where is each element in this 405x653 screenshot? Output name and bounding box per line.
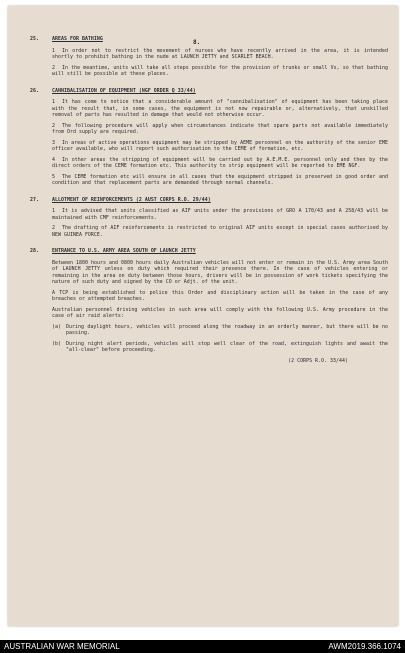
- paragraph: [52, 123, 388, 136]
- section-4: [30, 248, 388, 364]
- section-number: 28.: [30, 248, 39, 254]
- paragraph-text: A TCP is being established to police this Order and disciplinary action will be taken in the case of any breaches or attempted breaches.: [52, 289, 388, 302]
- paragraph-number: 5: [52, 173, 55, 180]
- paragraph-text: It is advised that units classified as AIF units under the provisions of GRO A 170/43 and A 258/43 will be maintained with CMF reinforcements.: [52, 208, 388, 221]
- paragraph-number: 2: [52, 64, 55, 71]
- page-number: 8.: [193, 39, 201, 46]
- paragraph: [52, 174, 388, 187]
- section-title: ALLOTMENT OF REINFORCEMENTS (2 AUST CORPS R.O. 29/44): [52, 196, 211, 203]
- paragraph: [52, 48, 388, 61]
- section-title: AREAS FOR BATHING: [52, 36, 103, 42]
- paragraph-text: The following procedure will apply when circumstances indicate that spare parts not available immediately from Ord supply are required.: [52, 122, 388, 135]
- list-item-text: During night alert periods, vehicles will stop well clear of the road, extinguish lights and await the "all-clear" before proceeding.: [66, 340, 388, 353]
- list-item: [52, 341, 388, 354]
- paragraph-number: 3: [52, 139, 55, 146]
- paragraph-number: 1: [52, 99, 55, 105]
- section-body: [52, 36, 388, 82]
- list-item-label: (a): [52, 323, 61, 330]
- section-number: 27.: [30, 196, 39, 203]
- footer-institution: AUSTRALIAN WAR MEMORIAL: [4, 642, 120, 651]
- document-page: [8, 6, 398, 626]
- reference-note: (2 CORPS R.O. 33/44): [288, 357, 348, 364]
- paragraph-text: In areas of active operations equipment may be stripped by AEME personnel on the authority of the senior EME officer available, who will report such authorisation to the CEME of formation, etc.: [52, 139, 388, 152]
- paragraph-number: 2: [52, 122, 55, 129]
- section-1: [30, 36, 388, 82]
- paragraph-text: The CEME formation etc will ensure in all cases that the equipment stripped is preserved in good order and condition and that replacement parts are demanded through normal channels.: [52, 173, 388, 186]
- paragraph-text: The drafting of AIF reinforcements is restricted to original AIF units except in special cases authorised by NEW GUINEA FORCE.: [52, 225, 388, 238]
- paragraph-number: 1: [52, 208, 55, 214]
- section-body: [52, 88, 388, 191]
- paragraph-text: Australian personnel driving vehicles in such area will comply with the following U.S. Army procedure in the case of air raid alerts:: [52, 306, 388, 319]
- paragraph-text: Between 1800 hours and 0800 hours daily Australian vehicles will not enter or remain in the U.S. Army area South of LAUNCH JETTY unless on duty which required their presence there. In the case of vehicles entering or remaining in the area on duty between those hours, drivers will be in possession of work tickets specifying the nature of such duty and signed by the CO or Adjt. of the unit.: [52, 259, 388, 285]
- paragraph-number: 1: [52, 47, 55, 54]
- paragraph-text: In other areas the stripping of equipment will be carried out by A.E.M.E. personnel only and then by the direct orders of the CEME formation etc. This authority to strip equipment will be reported to EME NGF.: [52, 156, 388, 169]
- paragraph: [52, 225, 388, 238]
- section-2: [30, 88, 388, 191]
- paragraph-text: It has come to notice that a considerable amount of "cannibalisation" of equipment has been taking place with the result that, in some cases, the equipment is not now repairable or, alternatively, that unskilled removal of parts has resulted in damage that would not otherwise occur.: [52, 99, 388, 118]
- section-3: [30, 197, 388, 243]
- paragraph-text: In order not to restrict the movement of nurses who have recently arrived in the area, it is intended shortly to prohibit bathing in the nude at LAUNCH JETTY and SCARLET BEACH.: [52, 47, 388, 60]
- paragraph: [52, 208, 388, 221]
- section-number: 26.: [30, 87, 39, 94]
- paragraph: [52, 65, 388, 78]
- footer-bar: [0, 640, 405, 653]
- list-item-label: (b): [52, 340, 61, 347]
- paragraph: [52, 157, 388, 170]
- section-body: [52, 248, 388, 364]
- list-item: [52, 324, 388, 337]
- paragraph: [52, 140, 388, 153]
- footer-accession-number: AWM2019.366.1074: [328, 642, 401, 651]
- section-title: ENTRANCE TO U.S. ARMY AREA SOUTH OF LAUNCH JETTY: [52, 248, 196, 254]
- section-title: CANNIBALISATION OF EQUIPMENT (NGF ORDER Q 33/44): [52, 87, 196, 94]
- paragraph-number: 4: [52, 156, 55, 163]
- paragraph-number: 2: [52, 225, 55, 231]
- section-number: 25.: [30, 36, 39, 42]
- section-body: [52, 197, 388, 243]
- paragraph: [52, 99, 388, 119]
- paragraph-text: In the meantime, units will take all steps possible for the provision of trunks or small Vs, so that bathing will still be possible at these places.: [52, 64, 388, 77]
- document-body: [30, 36, 388, 370]
- list-item-text: During daylight hours, vehicles will proceed along the roadway in an orderly manner, but there will be no passing.: [66, 323, 388, 336]
